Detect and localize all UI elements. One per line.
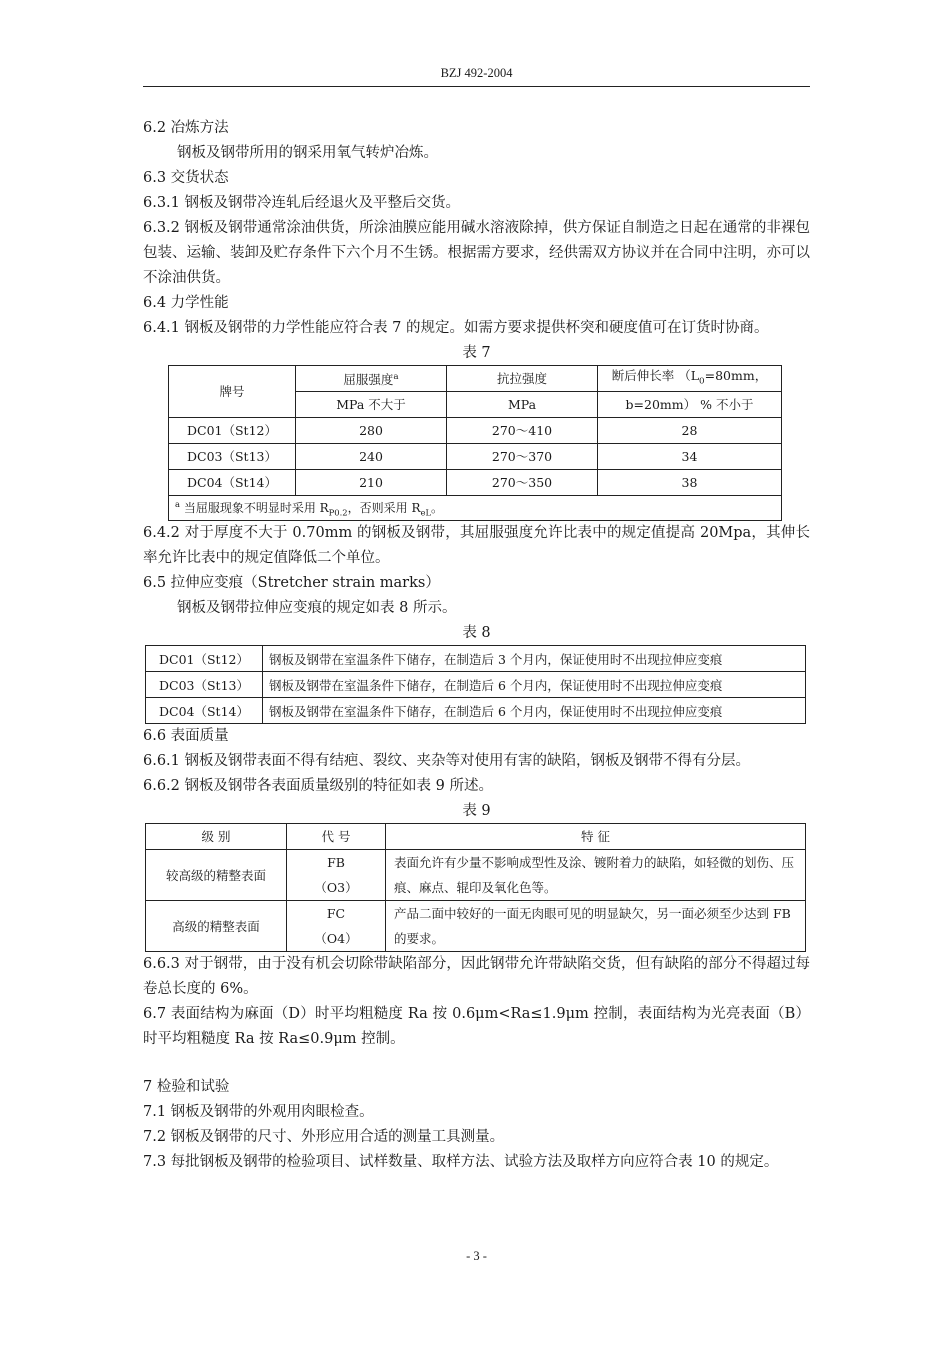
table-9-caption: 表 9	[462, 803, 491, 820]
table-7-header-yield: 屈服强度$^a$	[296, 366, 447, 392]
section-6-3-title: 6.3 交货状态	[143, 170, 229, 186]
clause-7-2: 7.2 钢板及钢带的尺寸、外形应用合适的测量工具测量。	[143, 1129, 505, 1146]
table-9-header-feature: 特 征	[386, 824, 806, 850]
clause-6-4-2: 6.4.2 对于厚度不大于 0.70mm 的钢板及钢带，其屈服强度允许比表中的规定值提高 20Mpa，其伸长率允许比表中的规定值降低二个单位。	[143, 525, 810, 567]
table-cell: 38	[598, 470, 782, 496]
table-cell: 270～370	[447, 444, 598, 470]
clause-7-1: 7.1 钢板及钢带的外观用肉眼检查。	[143, 1104, 374, 1121]
table-cell: DC04（St14）	[146, 698, 263, 724]
clause-6-6-1: 6.6.1 钢板及钢带表面不得有结疤、裂纹、夹杂等对使用有害的缺陷，钢板及钢带不得有分层。	[143, 753, 750, 770]
table-7-header-elongation: 断后伸长率 （$L_0=80mm$，	[598, 366, 782, 392]
table-cell: DC03（St13）	[146, 672, 263, 698]
table-row	[169, 418, 782, 444]
running-header: BZJ 492-2004	[440, 66, 513, 80]
table-row	[146, 850, 806, 901]
table-cell: 钢板及钢带在室温条件下储存，在制造后 6 个月内，保证使用时不出现拉伸应变痕	[263, 672, 806, 698]
table-cell: 较高级的精整表面	[146, 850, 287, 901]
table-cell: 表面允许有少量不影响成型性及涂、镀附着力的缺陷，如轻微的划伤、压痕、麻点、辊印及氧化色等。	[386, 850, 806, 901]
table-9-header-code: 代 号	[287, 824, 386, 850]
table-row	[169, 444, 782, 470]
table-7	[168, 365, 782, 521]
table-9	[145, 823, 806, 952]
page-content	[143, 116, 810, 1175]
clause-6-3-1: 6.3.1 钢板及钢带冷连轧后经退火及平整后交货。	[143, 195, 461, 211]
table-7-header-yield-unit: MPa 不大于	[296, 392, 447, 418]
table-cell: 34	[598, 444, 782, 470]
clause-7-3: 7.3 每批钢板及钢带的检验项目、试样数量、取样方法、试验方法及取样方向应符合表 10 的规定。	[143, 1154, 779, 1171]
table-cell: 28	[598, 418, 782, 444]
table-9-header-level: 级 别	[146, 824, 287, 850]
table-cell: 270～410	[447, 418, 598, 444]
table-cell: 240	[296, 444, 447, 470]
table-7-caption: 表 7	[462, 345, 491, 361]
header-rule	[143, 86, 810, 87]
table-row	[146, 901, 806, 952]
table-cell: DC01（St12）	[169, 418, 296, 444]
section-6-5-title: 6.5 拉伸应变痕（Stretcher strain marks）	[143, 575, 440, 592]
table-cell: 270～350	[447, 470, 598, 496]
table-7-header-grade: 牌号	[169, 366, 296, 418]
table-row	[169, 470, 782, 496]
section-6-4-title: 6.4 力学性能	[143, 295, 229, 311]
table-8-caption: 表 8	[462, 625, 491, 642]
table-cell: 钢板及钢带在室温条件下储存，在制造后 6 个月内，保证使用时不出现拉伸应变痕	[263, 698, 806, 724]
table-cell: DC04（St14）	[169, 470, 296, 496]
table-cell: FC （O4）	[287, 901, 386, 952]
table-row	[146, 672, 806, 698]
clause-6-6-3: 6.6.3 对于钢带，由于没有机会切除带缺陷部分，因此钢带允许带缺陷交货，但有缺陷的部分不得超过每卷总长度的 6%。	[143, 956, 810, 998]
table-7-header-tensile-unit: MPa	[447, 392, 598, 418]
clause-6-6-2: 6.6.2 钢板及钢带各表面质量级别的特征如表 9 所述。	[143, 778, 493, 795]
section-6-2-title: 6.2 冶炼方法	[143, 120, 229, 136]
table-cell: DC01（St12）	[146, 646, 263, 672]
section-7-title: 7 检验和试验	[143, 1079, 230, 1096]
section-6-5-body: 钢板及钢带拉伸应变痕的规定如表 8 所示。	[177, 600, 457, 617]
table-cell: 210	[296, 470, 447, 496]
table-cell: DC03（St13）	[169, 444, 296, 470]
clause-6-3-2: 6.3.2 钢板及钢带通常涂油供货，所涂油膜应能用碱水溶液除掉，供方保证自制造之日起在通常的非裸包包装、运输、装卸及贮存条件下六个月不生锈。根据需方要求，经供需双方协议并在合同中注明，亦可以不涂油供货。	[143, 220, 810, 286]
page-number: - 3 -	[466, 1249, 487, 1263]
section-6-2-body: 钢板及钢带所用的钢采用氧气转炉冶炼。	[177, 145, 438, 161]
table-8	[145, 645, 806, 724]
table-row	[146, 646, 806, 672]
table-cell: FB （O3）	[287, 850, 386, 901]
clause-6-7: 6.7 表面结构为麻面（D）时平均粗糙度 Ra 按 0.6μm<Ra≤1.9μm 控制，表面结构为光亮表面（B）时平均粗糙度 Ra 按 Ra≤0.9μm 控制。	[143, 1006, 810, 1048]
table-7-footnote: $^a$ 当屈服现象不明显时采用 $R_{P0.2}$，否则采用 $R_{eL}$。	[169, 496, 782, 521]
clause-6-4-1: 6.4.1 钢板及钢带的力学性能应符合表 7 的规定。如需方要求提供杯突和硬度值可在订货时协商。	[143, 320, 769, 336]
section-6-6-title: 6.6 表面质量	[143, 728, 229, 745]
table-row	[146, 698, 806, 724]
table-cell: 高级的精整表面	[146, 901, 287, 952]
table-cell: 产品二面中较好的一面无肉眼可见的明显缺欠，另一面必须至少达到 FB 的要求。	[386, 901, 806, 952]
table-7-header-tensile: 抗拉强度	[447, 366, 598, 392]
table-7-header-elongation-unit: b=20mm） % 不小于	[598, 392, 782, 418]
table-cell: 钢板及钢带在室温条件下储存，在制造后 3 个月内，保证使用时不出现拉伸应变痕	[263, 646, 806, 672]
table-cell: 280	[296, 418, 447, 444]
